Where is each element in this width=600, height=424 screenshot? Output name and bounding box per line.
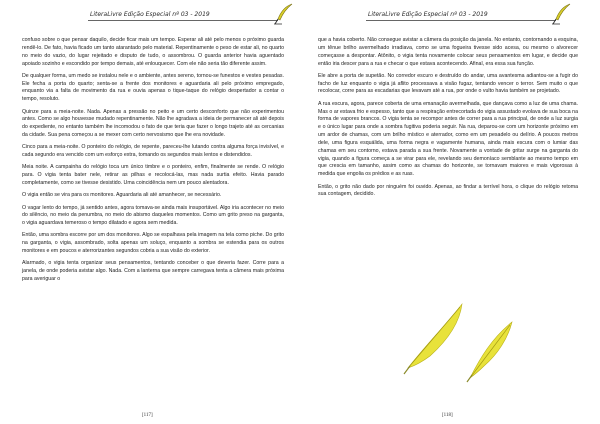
paragraph: confuso sobre o que pensar daquilo, decide ficar mais um tempo. Esperar ali até pelo menos o próximo guarda rendê-lo. De fato, havia ficado um tanto atarantado pelo material. Repentinamente o peso de estar ali, no quarto no meio do vazio, do lugar rejeitado e disputo de tudo, o assombrou. O guarda anterior havia aguentado apoiado sozinho e escondido por tempo demais, até enlouquecer. Com ele não seria tão diferente assim. [22, 37, 284, 67]
paragraph: Ele abre a porta de supetão. No corredor escuro e destruído do andar, uma avantesma adiantou-se a fugir do facho de luz enquanto o vigia já aflito processava a visão fugaz, tentando vencer o terror. Sem muito o que recolocar, corre para as escadarias que levavam até a rua, por onde o vulto havia também se projetado. [318, 72, 578, 95]
right-page-number: [118] [442, 413, 453, 418]
quill-pen-icon [272, 2, 296, 26]
left-page-header [90, 4, 270, 24]
right-header-text: LiteraLivre Edição Especial nº 03 - 2019 [368, 10, 488, 18]
paragraph: Meia noite. A campainha do relógio toca um único timbre e o ponteiro, enfim, finalmente se rende. O relógio para. O vigia tenta bater nele, retirar as pilhas e recolocá-las, mas nada surtia efeito. Havia parado completamente, como se tivesse desistido. Uma coincidência nem um pouco alentadora. [22, 164, 284, 187]
paragraph: Então, o grito não dado por ninguém foi ouvido. Apenas, ao findar a terrível hora, o clique do relógio retoma sua contagem, decidido. [318, 183, 578, 198]
feather-icon [467, 322, 512, 382]
paragraph: que a havia coberto. Não consegue avistar a câmera da posição da janela. No entanto, contornando a esquina, um tênue brilho avermelhado irradiava, como se uma fogueira tivesse sido acesa, ou mesmo o alvorecer começasse a despontar. Atônito, o vigia tenta novamente colocar seus pensamentos em lugar, e decide que então iria descer para a rua e checar o que estava acontecendo. Afinal, era essa sua função. [318, 37, 578, 67]
left-page-body [22, 37, 284, 288]
paragraph: Cinco para a meia-noite. O ponteiro do relógio, de repente, pareceu-lhe lutando contra alguma força invisível, e cada segundo era vencido com um esforço extra, tomando os segundos mais lentos e distendidos. [22, 144, 284, 159]
paragraph: O vigia então se vira para os monitores. Aguardaria ali até amanhecer, se necessário. [22, 192, 222, 199]
paragraph: Então, uma sombra escorre por um dos monitores. Algo se espalhava pela imagem na tela como piche. Do grito na garganta, o vigia, assombrado, solta apenas um soluço, enquanto a sombra se estendia para os outros monitores e em poucos e aterrorizantes segundos cobria a sua visão do exterior. [22, 232, 284, 255]
feather-icon [404, 304, 462, 374]
quill-pen-icon [550, 2, 574, 26]
paragraph: De qualquer forma, um medo se instalou nele e o ambiente, antes sereno, tornou-se funestos e vestes pesadas. Ele fecha a porta do quarto; senta-se a frente dos monitores e aguardaria ali pelo próximo empregado, enquanto via a falta de movimento da rua e ouvia apenas o tique-taque do relógio despertador a contar o tempo, resoluto. [22, 72, 284, 103]
left-header-text: LiteraLivre Edição Especial nº 03 - 2019 [90, 10, 210, 18]
paragraph: Quinze para a meia-noite. Nada. Apenas a pressão no peito e um certo desconforto que não experimentou antes. Como se algo houvesse mudado repentinamente. Não lhe agradava a ideia de permanecer ali até depois do expediente, no entanto também lhe incomodou o fato de que teria que fazer o longo trajeto até as cercanias da cidade. Sua pena começou a se mexer com certo nervosismo que lhe era novidade. [22, 108, 284, 139]
paragraph: A rua escura, agora, parece coberta de uma emanação avermelhada, que dançava como a luz de uma chama. Mas o ar estava frio e espesso, tanto que a respiração entrecortada do vigia assustado evolava de sua boca na forma de vapores brancos. O vigia tenta se recompor antes de correr para a rua principal, de onde a luz surgia e o único lugar para onde a sombra fugitiva poderia seguir. Na rua, deparou-se com um horizonte próximo em um ardor de chamas, com um brilho místico e aterrador, como em um pesadelo ou delírio. A poucos metros dele, uma figura esquálida, uma forma negra e vagamente humana, ainda mais escura com o lumiar das chamas em seu contorno, estava parada a sua frente. Novamente a vontade de gritar surge na garganta do vigia, quando a figura começa a se virar para ele, revelando seu demoníaco semblante ao mesmo tempo em que crescia em tamanho, assim como as chamas do horizonte, se tornavam maiores e mais vigorosas à medida que engolia os prédios e as ruas. [318, 100, 578, 178]
feather-decoration [400, 298, 520, 383]
left-page-number: [117] [142, 413, 153, 418]
paragraph: Alarmado, o vigia tenta organizar seus pensamentos, tentando conceber o que deveria fazer. Corre para a janela, de onde poderia avistar algo. Nada. Com a lanterna que sempre carregava tenta a câmera mais próxima para averiguar o [22, 260, 284, 283]
right-header-rule [366, 20, 556, 21]
paragraph: O vagar lento do tempo, já sentido antes, agora tomava-se ainda mais insuportável. Algo iria acontecer no meio do silêncio, no meio da penumbra, no meio do abismo daqueles momentos. Como um grito preso na garganta, o vigia aguardava temeroso o tempo dilatado e agora sem medida. [22, 204, 284, 227]
right-page-body [318, 37, 578, 204]
left-header-rule [88, 20, 278, 21]
right-page-header [368, 4, 548, 24]
right-page [300, 0, 600, 424]
